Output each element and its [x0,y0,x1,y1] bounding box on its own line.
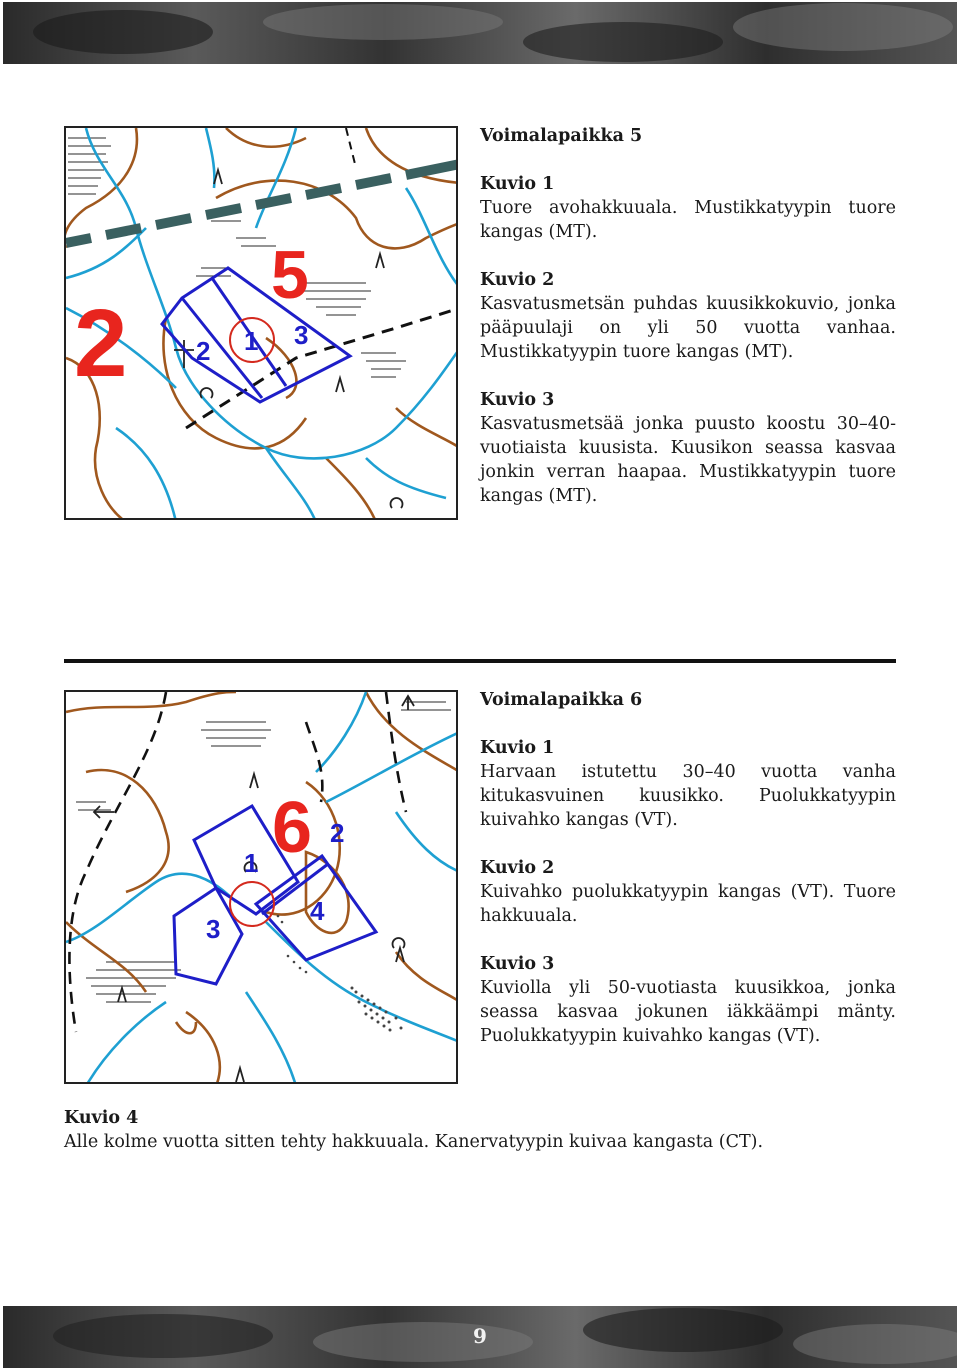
rocky-area [277,915,403,1032]
section-5-title: Voimalapaikka 5 [480,126,643,146]
section-6-text [480,688,896,1072]
parcel-label-2: 2 [196,336,211,366]
map-voimalapaikka-6 [64,690,458,1084]
contour-lines [66,692,458,1084]
item-title: Kuvio 4 [64,1108,139,1128]
section-6-item-3 [480,952,896,1048]
parcel-label-3: 3 [206,914,221,944]
area-number-5: 5 [271,237,309,313]
section-5-text [480,124,896,532]
section-5-item-3 [480,388,896,508]
section-5-item-2 [480,268,896,364]
section-6-item-2 [480,856,896,928]
item-text: Harvaan istutettu 30–40 vuotta vanha kitukasvuinen kuusikko. Puolukkatyypin kuivahko kangas (VT). [480,762,896,830]
road-dashed [186,308,458,428]
parcel-label-2: 2 [330,818,345,848]
item-text: Kasvatusmetsän puhdas kuusikkokuvio, jonka pääpuulaji on yli 50 vuotta vanhaa. Mustikkatyypin tuore kangas (MT). [480,294,896,362]
item-text: Kasvatusmetsää jonka puusto koostu 30–40-vuotiaista kuusista. Kuusikon seassa kasvaa jonkin verran haapaa. Mustikkatyypin tuore kangas (MT). [480,414,896,506]
item-text: Kuviolla yli 50-vuotiasta kuusikkoa, jonka seassa kasvaa jokunen iäkkäämpi mänty. Puolukkatyypin kuivahko kangas (VT). [480,978,896,1046]
section-divider [64,659,896,663]
terrain-symbols [94,696,414,1082]
item-title: Kuvio 1 [480,174,555,194]
section-5-item-1 [480,172,896,244]
top-texture-band [3,2,957,64]
marsh-hatching [76,702,451,1002]
map-voimalapaikka-5 [64,126,458,520]
item-text: Kuivahko puolukkatyypin kangas (VT). Tuore hakkuuala. [480,882,896,926]
item-title: Kuvio 2 [480,270,555,290]
parcel-label-1: 1 [244,326,259,356]
item-text: Tuore avohakkuuala. Mustikkatyypin tuore kangas (MT). [480,198,896,242]
area-number-2: 2 [74,290,128,397]
streams [66,692,458,1084]
item-title: Kuvio 1 [480,738,555,758]
paths-dashed [69,692,406,1032]
item-text: Alle kolme vuotta sitten tehty hakkuuala. Kanervatyypin kuivaa kangasta (CT). [64,1132,764,1152]
item-title: Kuvio 2 [480,858,555,878]
section-6-title: Voimalapaikka 6 [480,690,643,710]
section-6-item-1 [480,736,896,832]
item-title: Kuvio 3 [480,390,555,410]
bottom-texture-band [3,1306,957,1368]
section-6-item-4 [64,1106,896,1154]
parcel-label-3: 3 [294,320,309,350]
area-number-6: 6 [272,788,313,868]
page-number: 9 [473,1324,487,1348]
parcel-label-4: 4 [310,896,325,926]
item-title: Kuvio 3 [480,954,555,974]
parcel-label-1: 1 [244,848,259,878]
